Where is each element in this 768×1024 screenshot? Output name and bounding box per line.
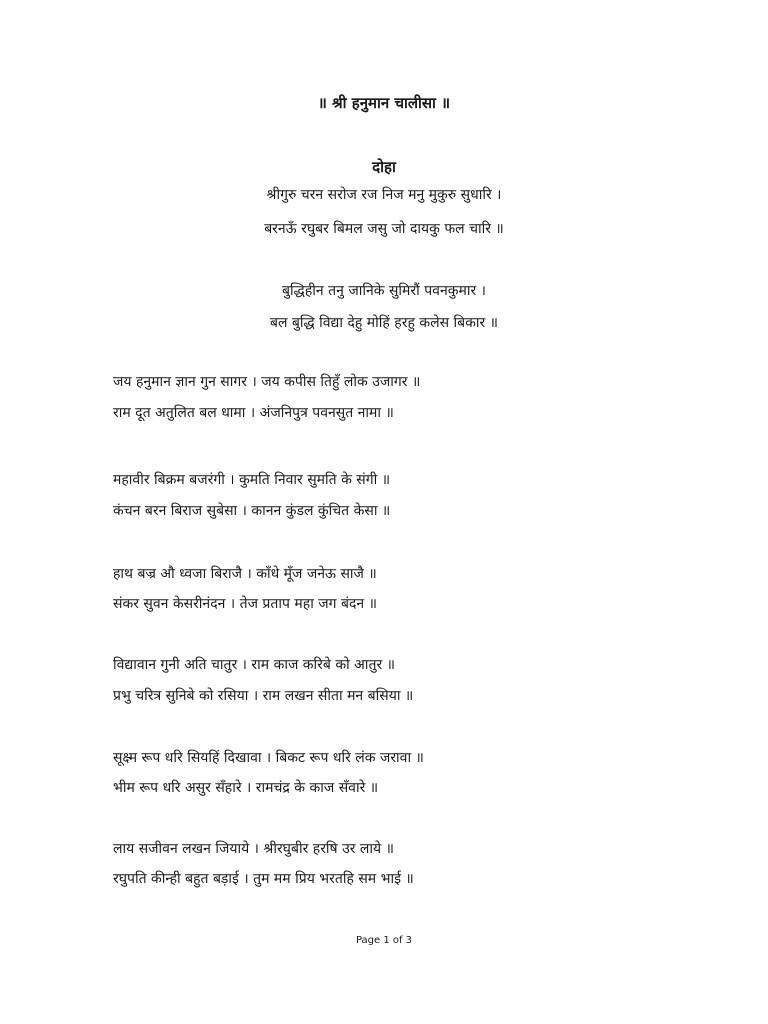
chaupai-line: सूक्ष्म रूप धरि सियहिं दिखावा । बिकट रूप धरि लंक जरावा ॥ — [113, 750, 424, 766]
chaupai-line: राम दूत अतुलित बल धामा । अंजनिपुत्र पवनसुत नामा ॥ — [113, 405, 394, 421]
chaupai-line: हाथ बज्र औ ध्वजा बिराजै । काँधे मूँज जनेऊ साजै ॥ — [113, 566, 377, 582]
page-number: Page 1 of 3 — [355, 935, 413, 946]
doha-heading: दोहा — [372, 158, 396, 176]
chaupai-line: प्रभु चरित्र सुनिबे को रसिया । राम लखन सीता मन बसिया ॥ — [113, 688, 414, 704]
chaupai-line: विद्यावान गुनी अति चातुर । राम काज करिबे को आतुर ॥ — [113, 657, 396, 673]
doha-line: श्रीगुरु चरन सरोज रज निज मनु मुकुरु सुधारि । — [266, 187, 502, 203]
doha-line: बल बुद्धि विद्या देहु मोहिं हरहु कलेस बिकार ॥ — [269, 315, 499, 331]
doha-line: बुद्धिहीन तनु जानिके सुमिरौं पवनकुमार । — [282, 283, 486, 299]
chaupai-line: भीम रूप धरि असुर सँहारे । रामचंद्र के काज सँवारे ॥ — [113, 780, 379, 796]
chaupai-line: कंचन बरन बिराज सुबेसा । कानन कुंडल कुंचित केसा ॥ — [113, 503, 391, 519]
chaupai-line: जय हनुमान ज्ञान गुन सागर । जय कपीस तिहुँ लोक उजागर ॥ — [113, 374, 421, 390]
chaupai-line: रघुपति कीन्ही बहुत बड़ाई । तुम मम प्रिय भरतहि सम भाई ॥ — [113, 871, 414, 887]
page-title: ॥ श्री हनुमान चालीसा ॥ — [317, 94, 451, 112]
doha-line: बरनऊँ रघुबर बिमल जसु जो दायकु फल चारि ॥ — [264, 221, 504, 237]
chaupai-line: महावीर बिक्रम बजरंगी । कुमति निवार सुमति के संगी ॥ — [113, 472, 391, 488]
chaupai-line: संकर सुवन केसरीनंदन । तेज प्रताप महा जग बंदन ॥ — [113, 596, 378, 612]
chaupai-line: लाय सजीवन लखन जियाये । श्रीरघुबीर हरषि उर लाये ॥ — [113, 841, 395, 857]
